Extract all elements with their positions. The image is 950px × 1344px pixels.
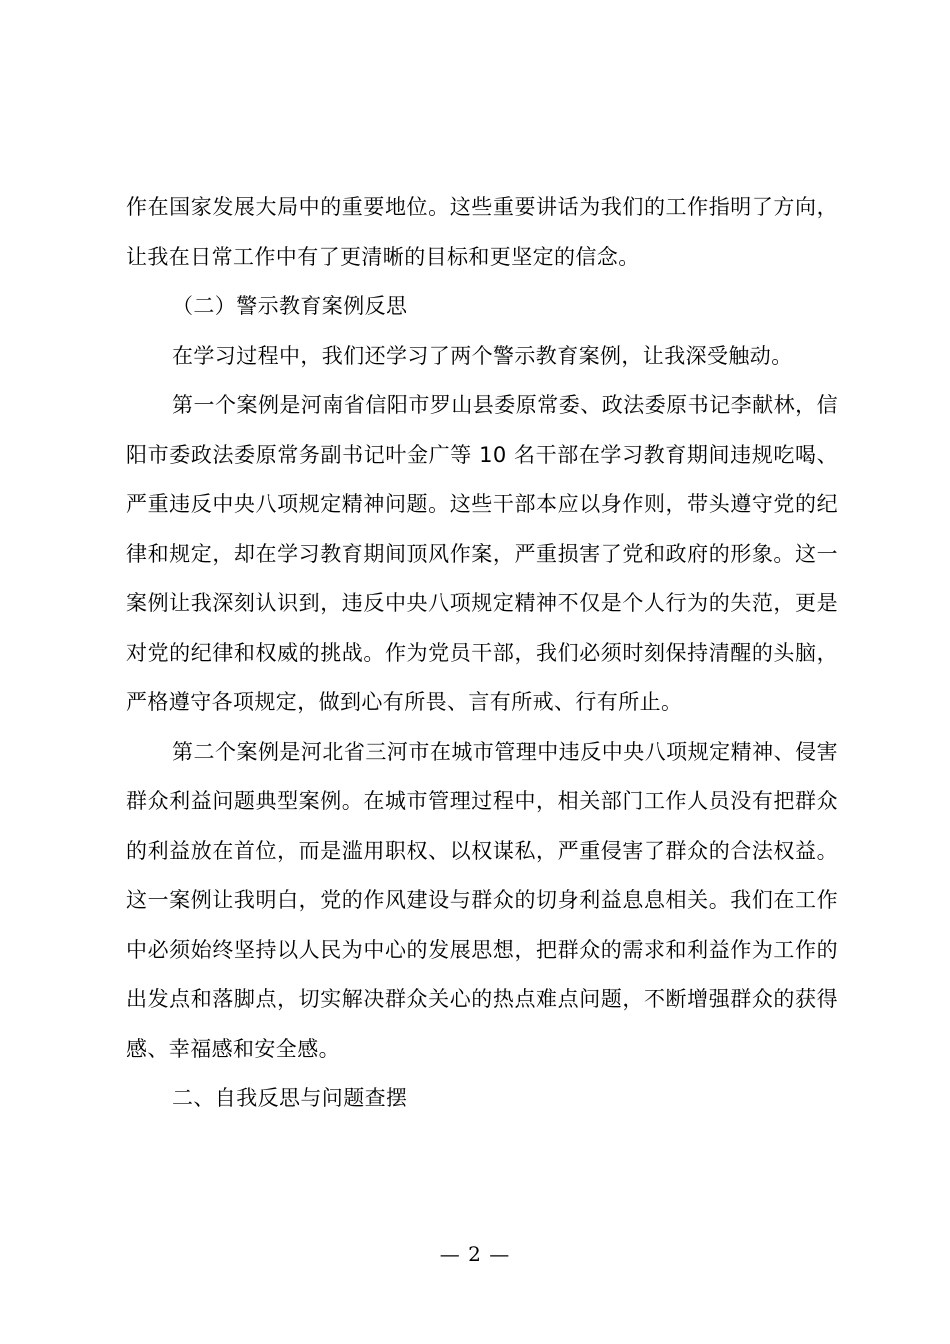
paragraph-case-one: 第一个案例是河南省信阳市罗山县委原常委、政法委原书记李献林，信阳市委政法委原常务副书记叶金广等 10 名干部在学习教育期间违规吃喝、严重违反中央八项规定精神问题。这些干部本应以身作则，带头遵守党的纪律和规定，却在学习教育期间顶风作案，严重损害了党和政府的形象。这一案例让我深刻认识到，违反中央八项规定精神不仅是个人行为的失范，更是对党的纪律和权威的挑战。作为党员干部，我们必须时刻保持清醒的头脑，严格遵守各项规定，做到心有所畏、言有所戒、行有所止。 bbox=[126, 393, 838, 714]
page-number: — 2 — bbox=[439, 1242, 511, 1266]
paragraph-case-two: 第二个案例是河北省三河市在城市管理中违反中央八项规定精神、侵害群众利益问题典型案例。在城市管理过程中，相关部门工作人员没有把群众的利益放在首位，而是滥用职权、以权谋私，严重侵害了群众的合法权益。这一案例让我明白，党的作风建设与群众的切身利益息息相关。我们在工作中必须始终坚持以人民为中心的发展思想，把群众的需求和利益作为工作的出发点和落脚点，切实解决群众关心的热点难点问题，不断增强群众的获得感、幸福感和安全感。 bbox=[126, 739, 838, 1061]
paragraph-intro-cases: 在学习过程中，我们还学习了两个警示教育案例，让我深受触动。 bbox=[172, 343, 793, 368]
paragraph-continuation: 作在国家发展大局中的重要地位。这些重要讲话为我们的工作指明了方向，让我在日常工作中有了更清晰的目标和更坚定的信念。 bbox=[126, 195, 838, 269]
section-heading-self-reflection: 二、自我反思与问题查摆 bbox=[172, 1086, 408, 1110]
section-heading-warning-cases: （二）警示教育案例反思 bbox=[172, 294, 408, 318]
body-text bbox=[126, 183, 838, 1124]
